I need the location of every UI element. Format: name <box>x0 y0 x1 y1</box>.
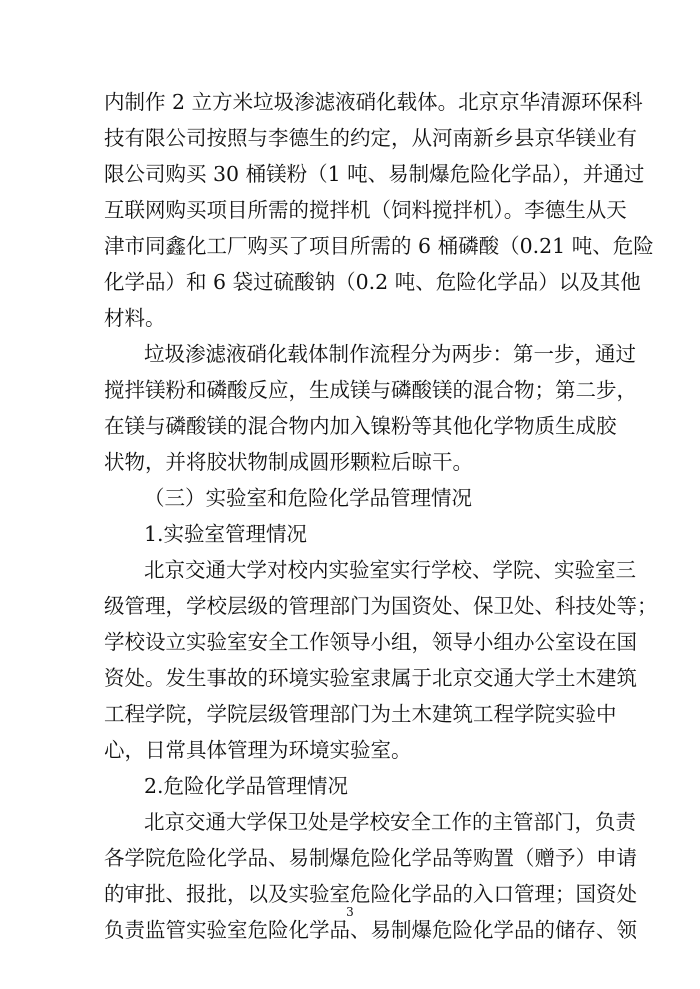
body-text-line: 互联网购买项目所需的搅拌机（饲料搅拌机）。李德生从天 <box>104 198 627 222</box>
body-text-line: 材料。 <box>104 306 166 330</box>
body-text-line: 内制作 2 立方米垃圾渗滤液硝化载体。北京京华清源环保科 <box>104 90 643 114</box>
body-text-line: 技有限公司按照与李德生的约定，从河南新乡县京华镁业有 <box>104 126 637 150</box>
paragraph-first-line: 北京交通大学保卫处是学校安全工作的主管部门，负责 <box>144 810 636 834</box>
body-text-line: 的审批、报批，以及实验室危险化学品的入口管理；国资处 <box>104 882 637 906</box>
body-text-line: 在镁与磷酸镁的混合物内加入镍粉等其他化学物质生成胶 <box>104 414 617 438</box>
body-text-line: 资处。发生事故的环境实验室隶属于北京交通大学土木建筑 <box>104 666 637 690</box>
body-text-line: 状物，并将胶状物制成圆形颗粒后晾干。 <box>104 450 473 474</box>
page-number: 3 <box>346 905 354 919</box>
section-heading: （三）实验室和危险化学品管理情况 <box>144 486 472 510</box>
body-text-line: 工程学院，学院层级管理部门为土木建筑工程学院实验中 <box>104 702 617 726</box>
body-text-line: 负责监管实验室危险化学品、易制爆危险化学品的储存、领 <box>104 918 637 942</box>
body-text-line: 学校设立实验室安全工作领导小组，领导小组办公室设在国 <box>104 630 637 654</box>
body-text-line: 搅拌镁粉和磷酸反应，生成镁与磷酸镁的混合物；第二步， <box>104 378 637 402</box>
subsection-heading: 1.实验室管理情况 <box>144 522 308 546</box>
body-text-line: 化学品）和 6 袋过硫酸钠（0.2 吨、危险化学品）以及其他 <box>104 270 641 294</box>
body-text-line: 津市同鑫化工厂购买了项目所需的 6 桶磷酸（0.21 吨、危险 <box>104 234 654 258</box>
body-text-line: 限公司购买 30 桶镁粉（1 吨、易制爆危险化学品），并通过 <box>104 162 645 186</box>
body-text-line: 级管理，学校层级的管理部门为国资处、保卫处、科技处等； <box>104 594 658 618</box>
paragraph-first-line: 垃圾渗滤液硝化载体制作流程分为两步：第一步，通过 <box>144 342 636 366</box>
body-text-line: 心，日常具体管理为环境实验室。 <box>104 738 412 762</box>
subsection-heading: 2.危险化学品管理情况 <box>144 774 349 798</box>
paragraph-first-line: 北京交通大学对校内实验室实行学校、学院、实验室三 <box>144 558 636 582</box>
body-text-line: 各学院危险化学品、易制爆危险化学品等购置（赠予）申请 <box>104 846 637 870</box>
